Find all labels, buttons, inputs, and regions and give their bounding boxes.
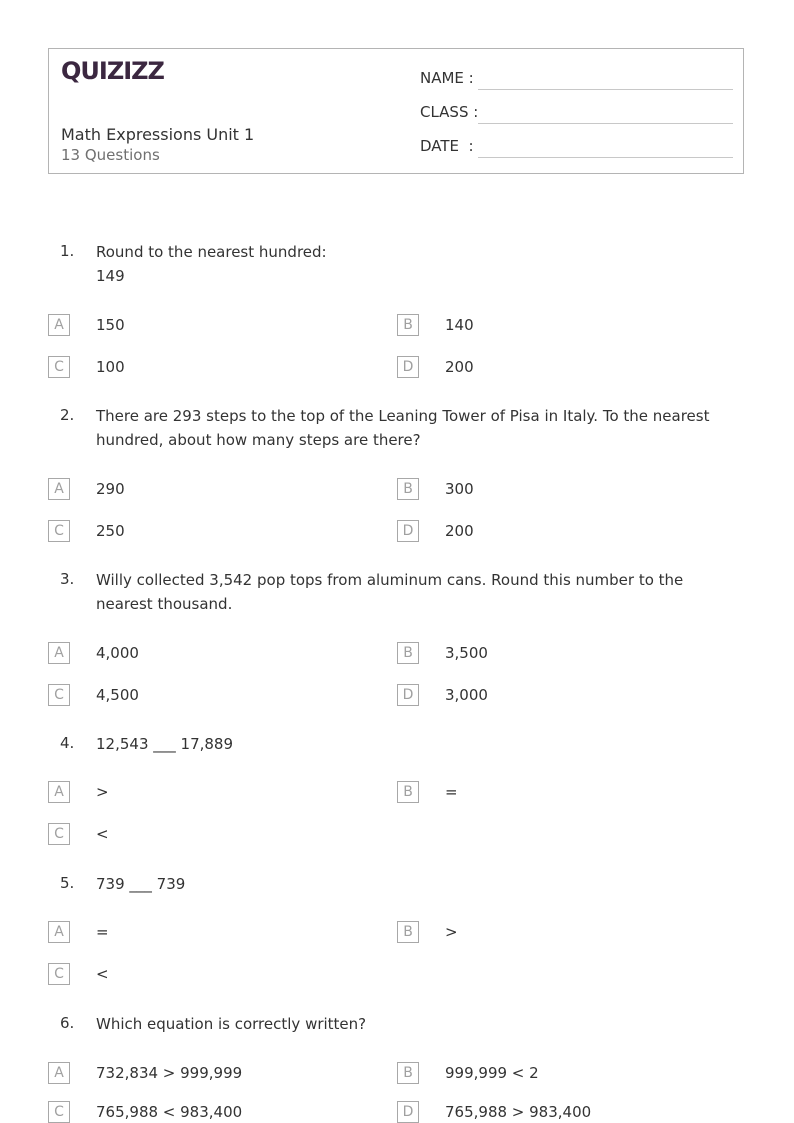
question-text: There are 293 steps to the top of the Leaning Tower of Pisa in Italy. To the nearest hundred, about how many steps are there?	[96, 407, 710, 449]
option-a-box[interactable]: A	[48, 478, 70, 500]
class-label: CLASS :	[420, 103, 479, 121]
worksheet-title: Math Expressions Unit 1	[61, 125, 255, 144]
question-number: 3.	[60, 570, 75, 588]
date-line	[478, 157, 733, 158]
option-d-box[interactable]: D	[397, 1101, 419, 1123]
option-d-text: 200	[445, 358, 474, 376]
option-c-text: 4,500	[96, 686, 139, 704]
question-text	[96, 240, 736, 288]
question-text: 739 ___ 739	[96, 875, 186, 893]
option-b-text: 3,500	[445, 644, 488, 662]
option-b-text: 140	[445, 316, 474, 334]
option-a-text: 150	[96, 316, 125, 334]
question-count: 13 Questions	[61, 146, 160, 164]
option-d-text: 200	[445, 522, 474, 540]
option-b-text: =	[445, 783, 458, 801]
option-a-box[interactable]: A	[48, 781, 70, 803]
option-a-box[interactable]: A	[48, 1062, 70, 1084]
option-c-box[interactable]: C	[48, 963, 70, 985]
option-b-box[interactable]: B	[397, 478, 419, 500]
option-a-box[interactable]: A	[48, 314, 70, 336]
option-d-box[interactable]: D	[397, 356, 419, 378]
option-d-box[interactable]: D	[397, 520, 419, 542]
option-b-text: >	[445, 923, 458, 941]
option-c-text: <	[96, 825, 109, 843]
question-text: Willy collected 3,542 pop tops from aluminum cans. Round this number to the nearest thousand.	[96, 571, 684, 613]
option-c-text: 100	[96, 358, 125, 376]
question-number: 5.	[60, 874, 75, 892]
option-b-box[interactable]: B	[397, 781, 419, 803]
option-b-box[interactable]: B	[397, 1062, 419, 1084]
option-c-box[interactable]: C	[48, 1101, 70, 1123]
name-label: NAME :	[420, 69, 474, 87]
option-c-box[interactable]: C	[48, 823, 70, 845]
worksheet-header	[48, 48, 744, 174]
option-b-box[interactable]: B	[397, 921, 419, 943]
quizizz-logo: QUIZIZZ	[61, 57, 164, 85]
option-a-text: 732,834 > 999,999	[96, 1064, 243, 1082]
option-b-text: 300	[445, 480, 474, 498]
question-number: 2.	[60, 406, 75, 424]
question-text-line: 149	[96, 267, 125, 285]
option-a-box[interactable]: A	[48, 921, 70, 943]
option-b-box[interactable]: B	[397, 642, 419, 664]
option-a-box[interactable]: A	[48, 642, 70, 664]
date-label: DATE :	[420, 137, 474, 155]
option-c-box[interactable]: C	[48, 684, 70, 706]
question-text: Which equation is correctly written?	[96, 1015, 367, 1033]
option-d-text: 3,000	[445, 686, 488, 704]
question-text-line: Round to the nearest hundred:	[96, 243, 327, 261]
option-b-box[interactable]: B	[397, 314, 419, 336]
option-a-text: >	[96, 783, 109, 801]
question-number: 1.	[60, 242, 75, 260]
option-c-box[interactable]: C	[48, 520, 70, 542]
option-c-text: <	[96, 965, 109, 983]
class-line	[478, 123, 733, 124]
option-c-text: 250	[96, 522, 125, 540]
option-a-text: 290	[96, 480, 125, 498]
option-c-box[interactable]: C	[48, 356, 70, 378]
question-text: 12,543 ___ 17,889	[96, 735, 234, 753]
option-a-text: =	[96, 923, 109, 941]
option-d-box[interactable]: D	[397, 684, 419, 706]
question-number: 6.	[60, 1014, 75, 1032]
option-a-text: 4,000	[96, 644, 139, 662]
name-line	[478, 89, 733, 90]
option-b-text: 999,999 < 2	[445, 1064, 539, 1082]
question-number: 4.	[60, 734, 75, 752]
option-d-text: 765,988 > 983,400	[445, 1103, 592, 1121]
option-c-text: 765,988 < 983,400	[96, 1103, 243, 1121]
